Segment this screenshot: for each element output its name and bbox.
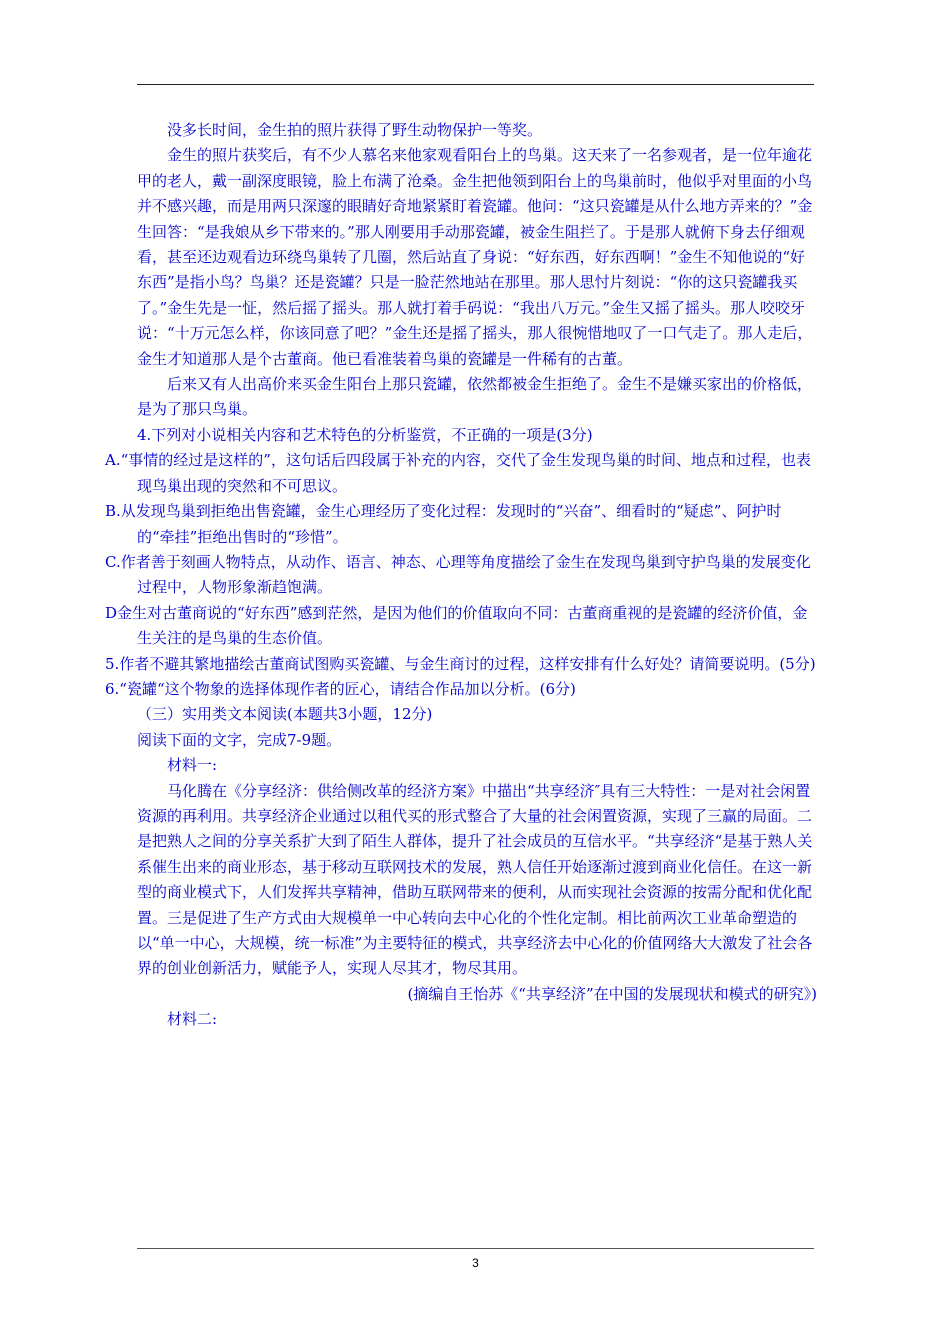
footer-rule: [137, 1248, 814, 1249]
question-4-stem: 4.下列对小说相关内容和艺术特色的分析鉴赏，不正确的一项是(3分): [137, 425, 593, 444]
question-4-option-a: A.“事情的经过是这样的”，这句话后四段属于补充的内容，交代了金生发现鸟巢的时间、地点和过程，也表现鸟巢出现的突然和不可思议。: [105, 451, 811, 495]
story-paragraph: 后来又有人出高价来买金生阳台上那只瓷罐，依然都被金生拒绝了。金生不是嫌买家出的价格低，是为了那只鸟巢。: [137, 375, 813, 419]
material-1-text: 马化腾在《分享经济：供给侧改革的经济方案》中描出“共享经济″具有三大特性：一是对社会闲置资源的再利用。共享经济企业通过以租代买的形式整合了大量的社会闲置资源，实现了三赢的局面。二是把熟人之间的分享关系扩大到了陌生人群体，提升了社会成员的互信水平。“共享经济“是基于熟人关系催生出来的商业形态，基于移动互联网技术的发展，熟人信任开始逐渐过渡到商业化信任。在这一新型的商业模式下，人们发挥共享精神，借助互联网带来的便利，从而实现社会资源的按需分配和优化配置。三是促进了生产方式由大规模单一中心转向去中心化的个性化定制。相比前两次工业革命塑造的以“单一中心，大规模，统一标准”为主要特征的模式，共享经济去中心化的价值网络大大激发了社会各界的创业创新活力，赋能予人，实现人尽其才，物尽其用。: [137, 781, 813, 978]
question-6: 6.“瓷罐“这个物象的选择体现作者的匠心，请结合作品加以分析。(6分): [105, 679, 576, 698]
question-5: 5.作者不避其繁地描绘古董商试图购买瓷罐、与金生商讨的过程，这样安排有什么好处？请简要说明。(5分): [105, 654, 816, 673]
section-3-instruction: 阅读下面的文字，完成7-9题。: [137, 730, 342, 749]
material-1-label: 材料一:: [167, 756, 218, 775]
page-number: 3: [472, 1256, 479, 1270]
section-3-heading: （三）实用类文本阅读(本题共3小题，12分): [137, 705, 433, 724]
question-4-option-c: C.作者善于刻画人物特点，从动作、语言、神态、心理等角度描绘了金生在发现鸟巢到守护鸟巢的发展变化过程中，人物形象渐趋饱满。: [105, 552, 811, 597]
material-2-label: 材料二:: [167, 1010, 218, 1029]
question-4-option-d: D金生对古董商说的“好东西”感到茫然，是因为他们的价值取向不同：古董商重视的是瓷罐的经济价值，金生关注的是鸟巢的生态价值。: [105, 603, 808, 648]
material-1-source: (摘编自王怡苏《“共享经济”在中国的发展现状和模式的研究》): [407, 984, 817, 1003]
story-paragraph: 金生的照片获奖后，有不少人慕名来他家观看阳台上的鸟巢。这天来了一名参观者，是一位年逾花甲的老人，戴一副深度眼镜，脸上布满了沧桑。金生把他领到阳台上的鸟巢前时，他似乎对里面的小鸟并不感兴趣，而是用两只深邃的眼睛好奇地紧紧盯着瓷罐。他问：“这只瓷罐是从什么地方弄来的？”金生回答：“是我娘从乡下带来的。”那人刚要用手动那瓷罐，被金生阻拦了。于是那人就俯下身去仔细观看，甚至还边观看边环绕鸟巢转了几圈，然后站直了身说：“好东西，好东西啊！”金生不知他说的“好东西”是指小鸟？鸟巢？还是瓷罐？只是一脸茫然地站在那里。那人思忖片刻说：“你的这只瓷罐我买了。”金生先是一怔，然后摇了摇头。那人就打着手码说：“我出八万元。”金生又摇了摇头。那人咬咬牙说：“十万元怎么样，你该同意了吧？”金生还是摇了摇头，那人很惋惜地叹了一口气走了。那人走后，金生才知道那人是个古董商。他已看准装着鸟巢的瓷罐是一件稀有的古董。: [137, 146, 813, 368]
story-paragraph: 没多长时间，金生拍的照片获得了野生动物保护一等奖。: [167, 121, 543, 139]
header-rule: [137, 84, 814, 85]
question-4-option-b: B.从发现鸟巢到拒绝出售瓷罐，金生心理经历了变化过程：发现时的“兴奋”、细看时的“疑虑”、阿护时的“牵挂”拒绝出售时的“珍惜”。: [105, 502, 782, 546]
page-content: [105, 118, 817, 1033]
